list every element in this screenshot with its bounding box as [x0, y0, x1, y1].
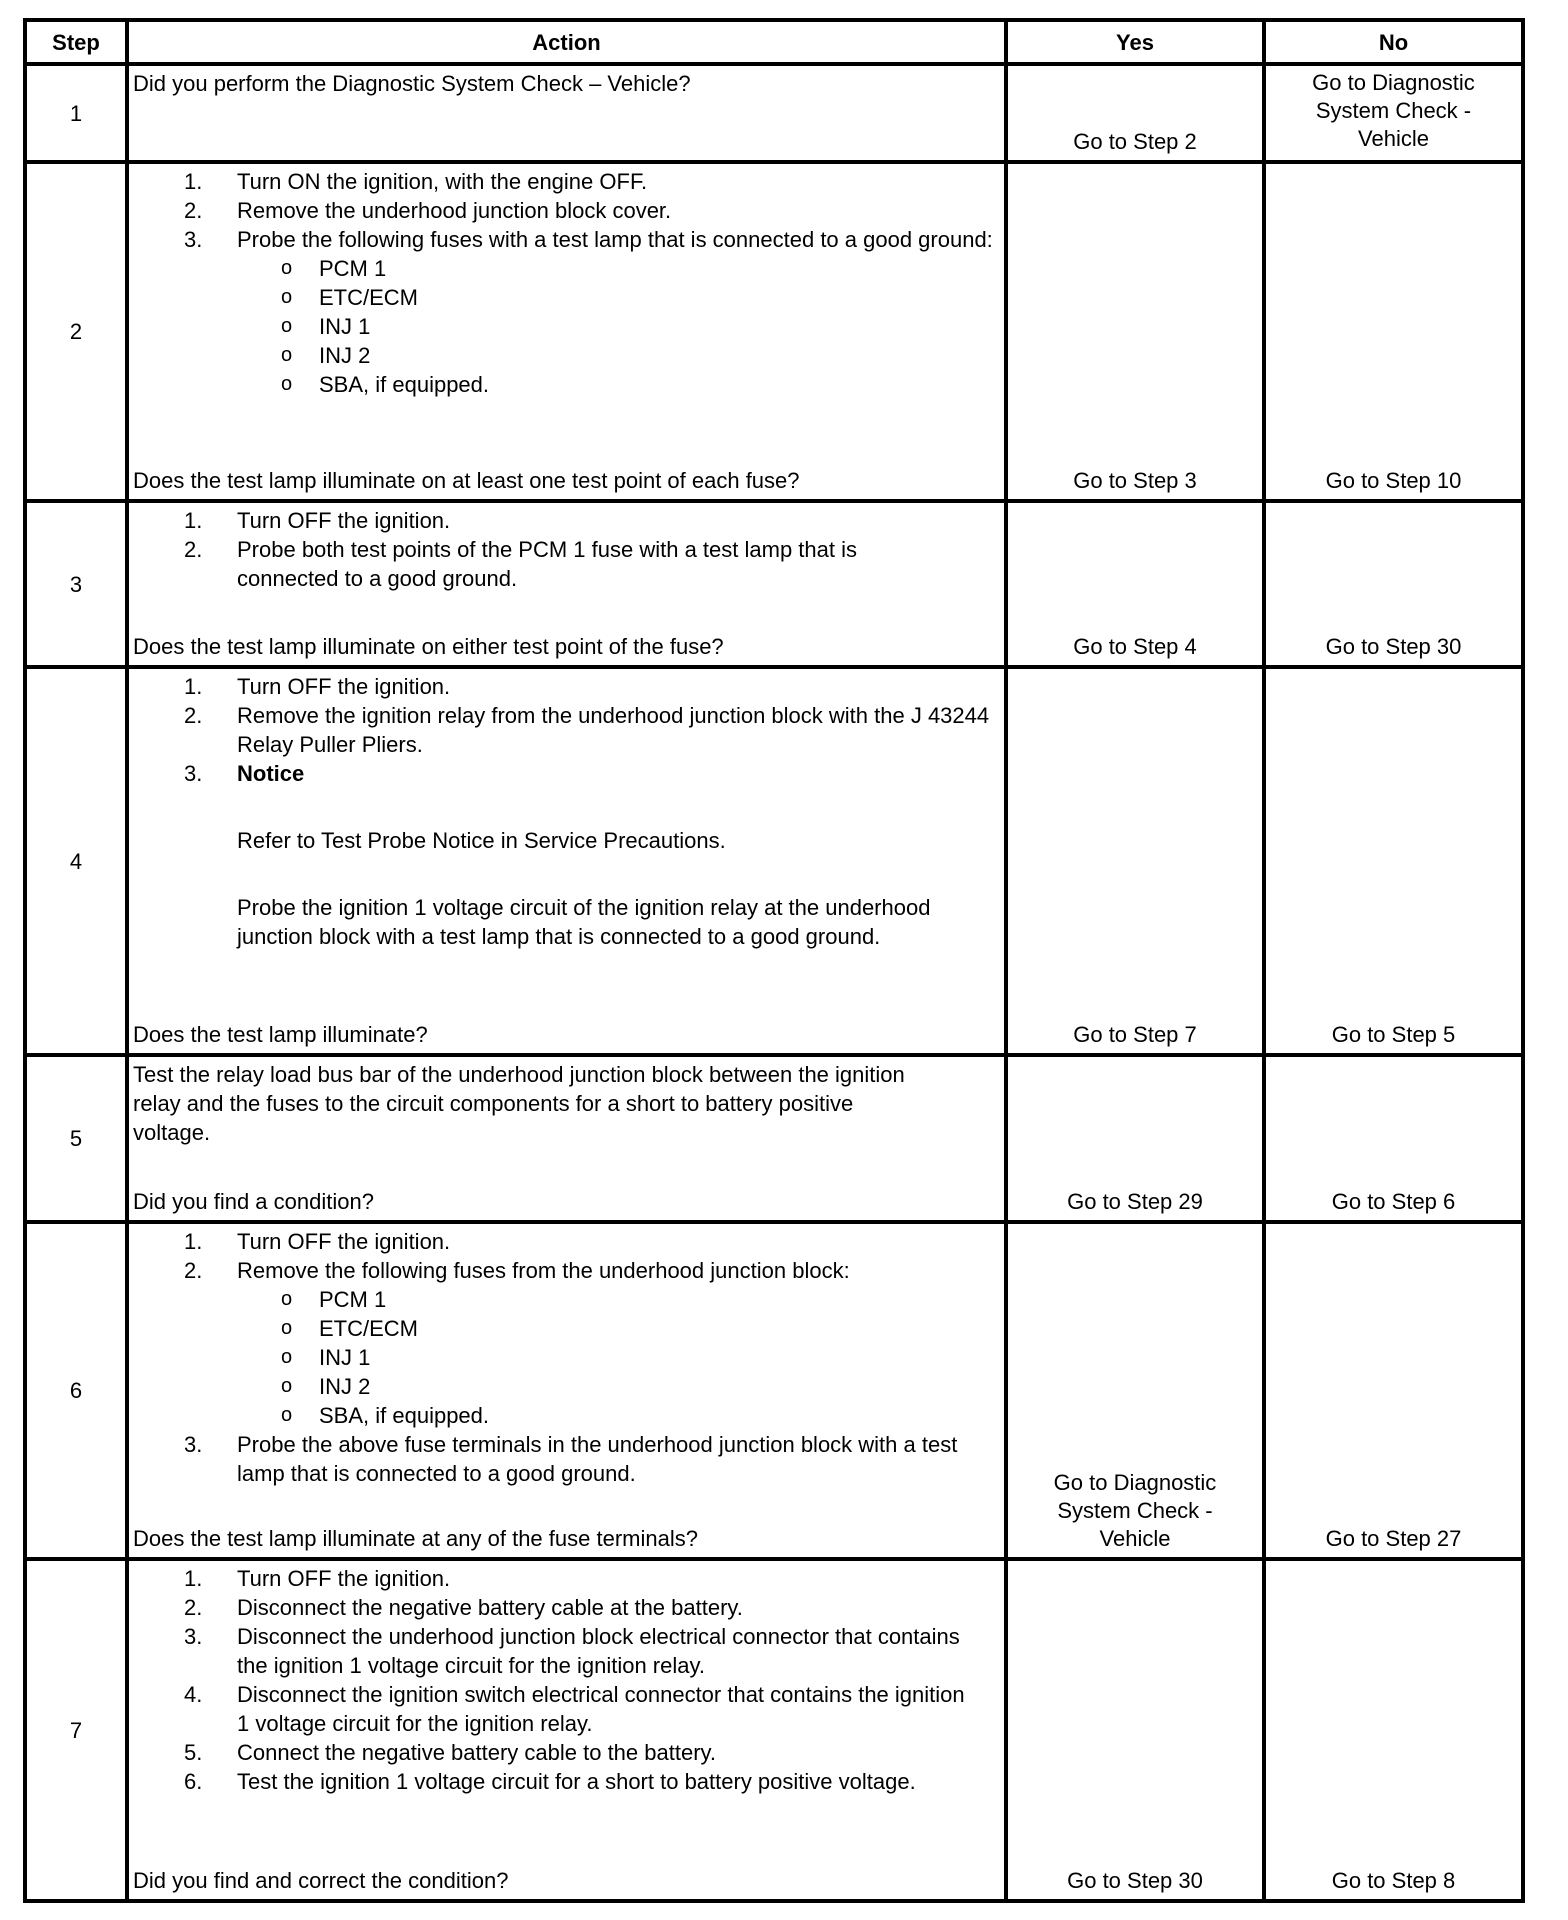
bullet-icon: o: [281, 1317, 293, 1339]
header-no: No: [1378, 29, 1409, 55]
list-item: [133, 1227, 1000, 1256]
action-steps: [133, 1227, 1000, 1488]
probe-instruction: Probe the ignition 1 voltage circuit of the ignition relay at the underhood junction block with a test lamp that is connected to a good ground.: [237, 895, 931, 949]
notice-heading: Notice: [237, 761, 305, 786]
list-item: [133, 1430, 1000, 1488]
item-text: Turn ON the ignition, with the engine OFF.: [237, 169, 648, 194]
no-link[interactable]: Go to Step 27: [1325, 1526, 1462, 1551]
item-text: Test the ignition 1 voltage circuit for a short to battery positive voltage.: [237, 1769, 916, 1794]
no-cell[interactable]: [1266, 1224, 1521, 1557]
fuse-name: INJ 1: [319, 314, 371, 339]
item-text: Turn OFF the ignition.: [237, 508, 451, 533]
action-question: Does the test lamp illuminate on at least one test point of each fuse?: [133, 468, 800, 493]
list-item: [133, 225, 1000, 399]
yes-link[interactable]: Go to Step 29: [1067, 1189, 1203, 1214]
yes-cell[interactable]: [1008, 66, 1262, 160]
item-text: Turn OFF the ignition.: [237, 1229, 451, 1254]
no-cell[interactable]: [1266, 66, 1521, 160]
item-text: Probe both test points of the PCM 1 fuse with a test lamp that is connected to a good ground.: [237, 537, 857, 591]
bullet-icon: o: [281, 286, 293, 308]
list-item: [133, 1680, 1000, 1738]
item-number: 1.: [184, 1229, 203, 1254]
fuse-name: ETC/ECM: [319, 285, 418, 310]
item-number: 2.: [184, 1258, 203, 1283]
yes-link[interactable]: Go to Step 2: [1073, 129, 1197, 154]
header-step: Step: [52, 29, 100, 55]
bullet-icon: o: [281, 315, 293, 337]
list-item: [133, 759, 1000, 951]
list-item: [133, 1738, 1000, 1767]
item-number: 3.: [184, 227, 203, 252]
header-yes: Yes: [1116, 29, 1154, 55]
fuse-name: INJ 2: [319, 343, 371, 368]
step-number: 3: [69, 571, 83, 597]
step-number: 1: [69, 100, 83, 126]
action-question: Does the test lamp illuminate?: [133, 1022, 428, 1047]
list-item: [133, 167, 1000, 196]
yes-link[interactable]: Go to Step 30: [1067, 1868, 1203, 1893]
action-question: Does the test lamp illuminate at any of the fuse terminals?: [133, 1526, 698, 1551]
step-number: 6: [69, 1378, 83, 1403]
list-item: [133, 1256, 1000, 1430]
item-text: Disconnect the negative battery cable at the battery.: [237, 1595, 743, 1620]
item-number: 2.: [184, 537, 203, 562]
no-link-line: System Check -: [1315, 98, 1472, 123]
no-link-line: Vehicle: [1358, 126, 1429, 151]
item-text: Turn OFF the ignition.: [237, 674, 451, 699]
yes-cell[interactable]: [1008, 669, 1262, 1053]
bullet-icon: o: [281, 1404, 293, 1426]
no-cell[interactable]: [1266, 1057, 1521, 1220]
no-link[interactable]: Go to Step 5: [1331, 1022, 1456, 1047]
item-text: Remove the underhood junction block cover.: [237, 198, 672, 223]
yes-link[interactable]: Go to Step 7: [1073, 1022, 1197, 1047]
yes-cell[interactable]: [1008, 1224, 1262, 1557]
fuse-item: [237, 1343, 1000, 1372]
no-cell[interactable]: [1266, 164, 1521, 499]
item-text: Probe the above fuse terminals in the underhood junction block with a test lamp that is connected to a good ground.: [237, 1432, 958, 1486]
list-item: [133, 1622, 1000, 1680]
list-item: [133, 1593, 1000, 1622]
fuse-item: [237, 312, 1000, 341]
fuse-item: [237, 370, 1000, 399]
yes-link[interactable]: Go to Step 4: [1073, 634, 1197, 659]
fuse-item: [237, 1401, 1000, 1430]
action-cell: [129, 669, 1004, 1053]
list-item: [133, 1564, 1000, 1593]
yes-link-line: Vehicle: [1099, 1526, 1171, 1551]
item-number: 6.: [184, 1769, 203, 1794]
list-item: [133, 1767, 1000, 1796]
yes-link-line: System Check -: [1057, 1498, 1213, 1523]
yes-link[interactable]: [1054, 1469, 1217, 1553]
action-steps: [133, 167, 1000, 399]
action-steps: [133, 672, 1000, 951]
step-number: 5: [69, 1126, 83, 1151]
action-cell: [129, 66, 1004, 160]
item-number: 3.: [184, 1624, 203, 1649]
no-cell[interactable]: [1266, 503, 1521, 665]
fuse-item: [237, 341, 1000, 370]
yes-cell[interactable]: [1008, 164, 1262, 499]
yes-cell[interactable]: [1008, 503, 1262, 665]
item-text: Disconnect the ignition switch electrical connector that contains the ignition 1 voltage circuit for the ignition relay.: [237, 1682, 965, 1736]
item-number: 1.: [184, 169, 203, 194]
step-number: 7: [69, 1717, 83, 1743]
step-number: 2: [69, 319, 83, 344]
list-item: [133, 196, 1000, 225]
step-number: 4: [69, 848, 83, 874]
notice-text: Refer to Test Probe Notice in Service Precautions.: [237, 828, 726, 853]
no-link[interactable]: [1312, 69, 1475, 153]
item-text: Disconnect the underhood junction block electrical connector that contains the ignition 1 voltage circuit for the ignition relay.: [237, 1624, 960, 1678]
fuse-item: [237, 1285, 1000, 1314]
item-number: 3.: [184, 1432, 203, 1457]
list-item: [133, 701, 1000, 759]
action-question: Did you find and correct the condition?: [133, 1868, 509, 1893]
item-text: Turn OFF the ignition.: [237, 1566, 451, 1591]
list-item: [133, 506, 1000, 535]
action-cell: [129, 503, 1004, 665]
fuse-name: ETC/ECM: [319, 1316, 418, 1341]
fuse-name: SBA, if equipped.: [319, 1403, 490, 1428]
action-question: Did you perform the Diagnostic System Check – Vehicle?: [133, 71, 691, 96]
list-item: [133, 672, 1000, 701]
item-number: 3.: [184, 761, 203, 786]
fuse-name: INJ 2: [319, 1374, 371, 1399]
fuse-item: [237, 254, 1000, 283]
bullet-icon: o: [281, 373, 293, 395]
action-question: Did you find a condition?: [133, 1189, 374, 1214]
action-steps: [133, 506, 1000, 593]
action-cell: [129, 1561, 1004, 1899]
action-cell: [129, 1057, 1004, 1220]
item-number: 1.: [184, 508, 203, 533]
diagnostic-table: [23, 18, 1525, 1903]
item-number: 5.: [184, 1740, 203, 1765]
fuse-name: SBA, if equipped.: [319, 372, 490, 397]
no-link[interactable]: Go to Step 10: [1325, 468, 1462, 493]
fuse-name: PCM 1: [319, 1287, 387, 1312]
yes-link[interactable]: Go to Step 3: [1073, 468, 1197, 493]
bullet-icon: o: [281, 1288, 293, 1310]
bullet-icon: o: [281, 344, 293, 366]
item-number: 1.: [184, 674, 203, 699]
item-text: Probe the following fuses with a test lamp that is connected to a good ground:: [237, 227, 993, 252]
no-cell[interactable]: [1266, 669, 1521, 1053]
list-item: [133, 535, 1000, 593]
action-steps: [133, 1564, 1000, 1796]
no-link[interactable]: Go to Step 30: [1325, 634, 1462, 659]
item-text: Remove the following fuses from the underhood junction block:: [237, 1258, 850, 1283]
item-number: 4.: [184, 1682, 203, 1707]
bullet-icon: o: [281, 1375, 293, 1397]
fuse-name: INJ 1: [319, 1345, 371, 1370]
action-text: Test the relay load bus bar of the underhood junction block between the ignition relay and the fuses to the circuit components for a short to battery positive voltage.: [133, 1062, 905, 1145]
bullet-icon: o: [281, 257, 293, 279]
fuse-name: PCM 1: [319, 256, 387, 281]
yes-cell[interactable]: [1008, 1561, 1262, 1899]
fuse-item: [237, 1372, 1000, 1401]
no-link-line: Go to Diagnostic: [1312, 70, 1475, 95]
item-number: 2.: [184, 198, 203, 223]
fuse-item: [237, 1314, 1000, 1343]
item-text: Connect the negative battery cable to the battery.: [237, 1740, 717, 1765]
yes-cell[interactable]: [1008, 1057, 1262, 1220]
no-link[interactable]: Go to Step 8: [1331, 1868, 1456, 1893]
item-number: 1.: [184, 1566, 203, 1591]
fuse-item: [237, 283, 1000, 312]
no-link[interactable]: Go to Step 6: [1331, 1189, 1456, 1214]
header-action: Action: [532, 29, 601, 55]
item-text: Remove the ignition relay from the underhood junction block with the J 43244 Relay Puller Pliers.: [237, 703, 990, 757]
item-number: 2.: [184, 703, 203, 728]
bullet-icon: o: [281, 1346, 293, 1368]
no-cell[interactable]: [1266, 1561, 1521, 1899]
action-cell: [129, 164, 1004, 499]
action-question: Does the test lamp illuminate on either test point of the fuse?: [133, 634, 724, 659]
action-cell: [129, 1224, 1004, 1557]
item-number: 2.: [184, 1595, 203, 1620]
yes-link-line: Go to Diagnostic: [1053, 1470, 1217, 1495]
